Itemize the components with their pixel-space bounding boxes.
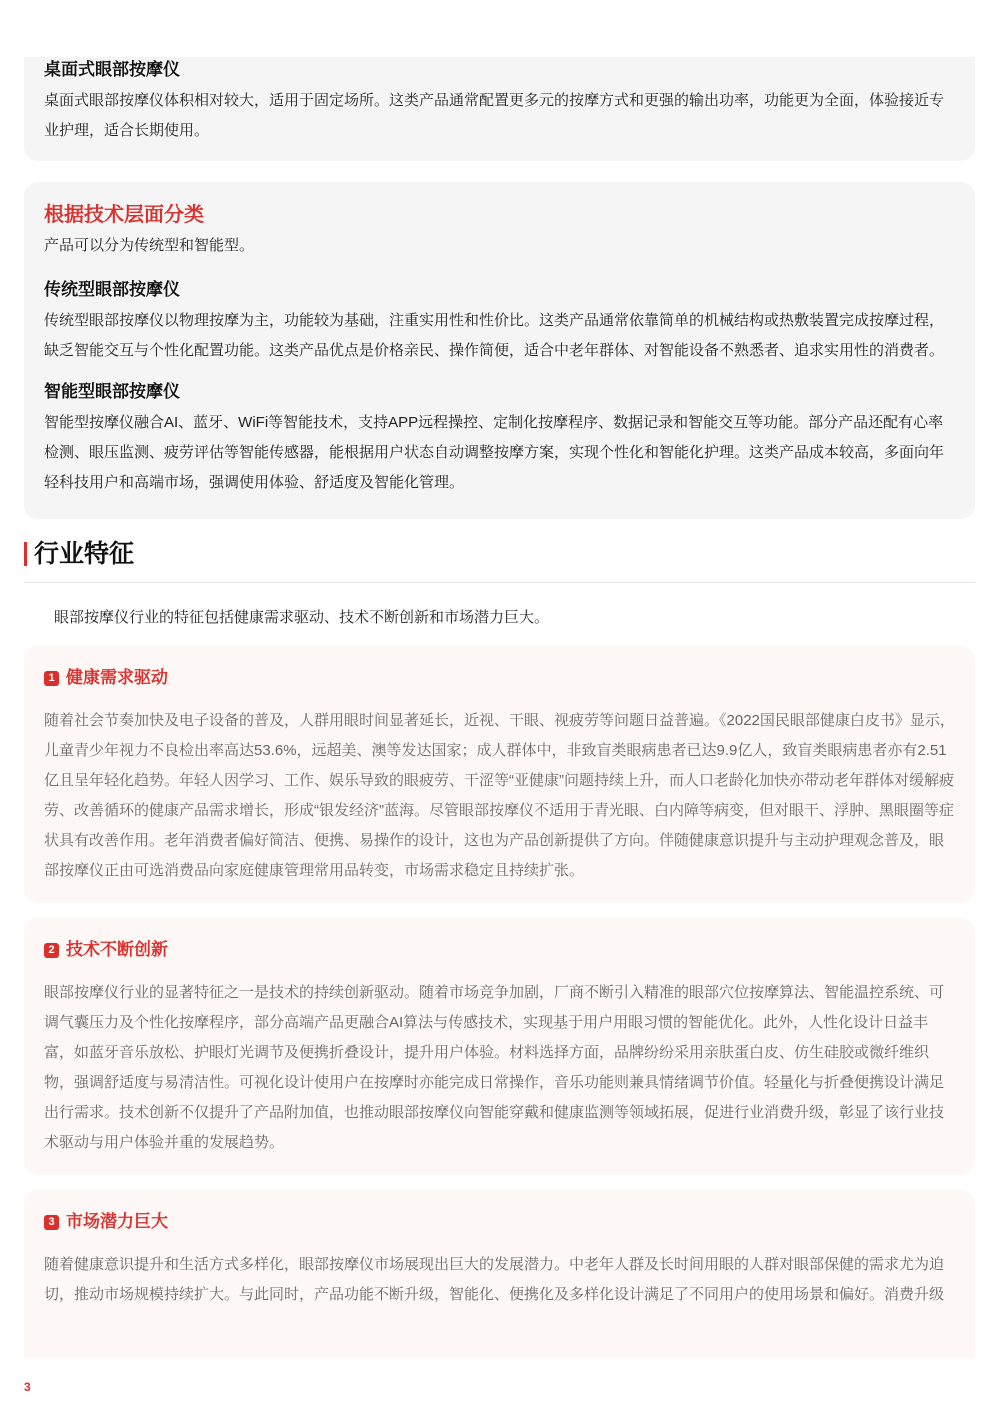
- smart-type-text: 智能型按摩仪融合AI、蓝牙、WiFi等智能技术，支持APP远程操控、定制化按摩程序、数据记录和智能交互等功能。部分产品还配有心率检测、眼压监测、疲劳评估等智能传感器，能根据用户状态自动调整按摩方案，实现个性化和智能化护理。这类产品成本较高，多面向年轻科技用户和高端市场，强调使用体验、舒适度及智能化管理。: [44, 414, 945, 491]
- section-intro: 眼部按摩仪行业的特征包括健康需求驱动、技术不断创新和市场潜力巨大。: [54, 609, 550, 626]
- feature-title: 市场潜力巨大: [66, 1212, 168, 1231]
- smart-type-title: 智能型眼部按摩仪: [44, 382, 180, 401]
- section-title: 行业特征: [34, 540, 135, 568]
- feature-header: [44, 1210, 955, 1234]
- section-header: [24, 538, 975, 583]
- traditional-type-title: 传统型眼部按摩仪: [44, 280, 180, 299]
- feature-header: [44, 666, 955, 690]
- page-number: 3: [24, 1380, 31, 1394]
- traditional-type-text: 传统型眼部按摩仪以物理按摩为主，功能较为基础，注重实用性和性价比。这类产品通常依靠简单的机械结构或热敷装置完成按摩过程，缺乏智能交互与个性化配置功能。这类产品优点是价格亲民、操作简便，适合中老年群体、对智能设备不熟悉者、追求实用性的消费者。: [44, 312, 945, 359]
- feature-card-1: [24, 646, 975, 903]
- desktop-type-text: 桌面式眼部按摩仪体积相对较大，适用于固定场所。这类产品通常配置更多元的按摩方式和更强的输出功率，功能更为全面，体验接近专业护理，适合长期使用。: [44, 92, 945, 139]
- feature-title: 技术不断创新: [66, 940, 168, 959]
- desktop-type-title: 桌面式眼部按摩仪: [44, 60, 180, 79]
- feature-card-3: [24, 1190, 975, 1358]
- desktop-type-card: [24, 57, 975, 161]
- section-accent-bar: [24, 542, 27, 566]
- feature-number-badge: 3: [44, 1215, 59, 1230]
- feature-number-badge: 2: [44, 943, 59, 958]
- tech-classification-card: [24, 182, 975, 519]
- feature-number-badge: 1: [44, 671, 59, 686]
- feature-text: 眼部按摩仪行业的显著特征之一是技术的持续创新驱动。随着市场竞争加剧，厂商不断引入精准的眼部穴位按摩算法、智能温控系统、可调气囊压力及个性化按摩程序，部分高端产品更融合AI算法与传感技术，实现基于用户用眼习惯的智能优化。此外，人性化设计日益丰富，如蓝牙音乐放松、护眼灯光调节及便携折叠设计，提升用户体验。材料选择方面，品牌纷纷采用亲肤蛋白皮、仿生硅胶或微纤维织物，强调舒适度与易清洁性。可视化设计使用户在按摩时亦能完成日常操作，音乐功能则兼具情绪调节价值。轻量化与折叠便携设计满足出行需求。技术创新不仅提升了产品附加值，也推动眼部按摩仪向智能穿戴和健康监测等领域拓展，促进行业消费升级，彰显了该行业技术驱动与用户体验并重的发展趋势。: [44, 984, 945, 1151]
- feature-card-2: [24, 918, 975, 1175]
- feature-title: 健康需求驱动: [66, 668, 168, 687]
- feature-text: 随着健康意识提升和生活方式多样化，眼部按摩仪市场展现出巨大的发展潜力。中老年人群及长时间用眼的人群对眼部保健的需求尤为迫切，推动市场规模持续扩大。与此同时，产品功能不断升级，智能化、便携化及多样化设计满足了不同用户的使用场景和偏好。消费升级: [44, 1256, 945, 1303]
- feature-text: 随着社会节奏加快及电子设备的普及，人群用眼时间显著延长，近视、干眼、视疲劳等问题日益普遍。《2022国民眼部健康白皮书》显示，儿童青少年视力不良检出率高达53.6%，远超美、澳等发达国家；成人群体中，非致盲类眼病患者已达9.9亿人，致盲类眼病患者亦有2.51亿且呈年轻化趋势。年轻人因学习、工作、娱乐导致的眼疲劳、干涩等“亚健康”问题持续上升，而人口老龄化加快亦带动老年群体对缓解疲劳、改善循环的健康产品需求增长，形成“银发经济”蓝海。尽管眼部按摩仪不适用于青光眼、白内障等病变，但对眼干、浮肿、黑眼圈等症状具有改善作用。老年消费者偏好简洁、便携、易操作的设计，这也为产品创新提供了方向。伴随健康意识提升与主动护理观念普及，眼部按摩仪正由可选消费品向家庭健康管理常用品转变，市场需求稳定且持续扩张。: [44, 712, 955, 879]
- tech-classification-intro: 产品可以分为传统型和智能型。: [44, 237, 255, 254]
- feature-header: [44, 938, 955, 962]
- tech-classification-title: 根据技术层面分类: [44, 204, 204, 226]
